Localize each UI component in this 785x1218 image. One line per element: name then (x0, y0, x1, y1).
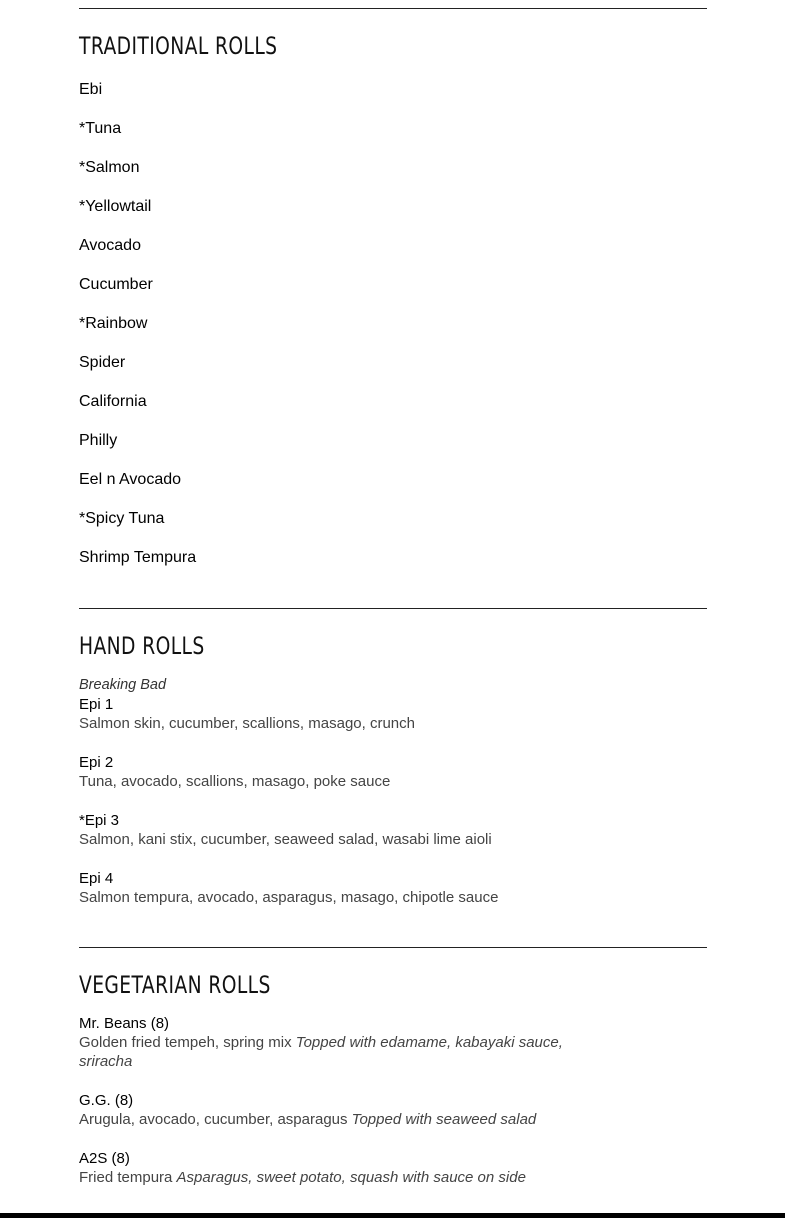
section-title: TRADITIONAL ROLLS (79, 32, 278, 60)
section-title: VEGETARIAN ROLLS (79, 971, 271, 999)
list-item: *Spicy Tuna (79, 510, 165, 527)
list-item (79, 695, 707, 733)
list-item: Spider (79, 354, 126, 371)
list-item (79, 869, 707, 907)
list-item: Ebi (79, 81, 103, 98)
hand-rolls-list (79, 676, 707, 907)
list-item: *Yellowtail (79, 198, 152, 215)
item-topping-note: Asparagus, sweet potato, squash with sauce on side (176, 1169, 526, 1186)
list-item: Shrimp Tempura (79, 549, 197, 566)
vegetarian-rolls-section (79, 948, 707, 1187)
list-item: Avocado (79, 237, 141, 254)
list-item: Eel n Avocado (79, 471, 182, 488)
vegetarian-rolls-list (79, 1014, 609, 1187)
item-name: Epi 2 (79, 754, 114, 771)
item-ingredients: Fried tempura (79, 1169, 177, 1186)
list-item: Cucumber (79, 276, 153, 293)
list-item (79, 1149, 609, 1187)
item-name: Epi 1 (79, 696, 114, 713)
item-ingredients: Arugula, avocado, cucumber, asparagus (79, 1111, 352, 1128)
list-item (79, 1014, 609, 1071)
item-description (79, 1033, 609, 1071)
item-name: Mr. Beans (8) (79, 1015, 170, 1032)
menu-page (79, 0, 707, 1187)
item-description: Salmon, kani stix, cucumber, seaweed salad, wasabi lime aioli (79, 831, 492, 848)
list-item: Philly (79, 432, 118, 449)
traditional-rolls-list (79, 80, 707, 568)
item-topping-note: Topped with seaweed salad (351, 1111, 537, 1128)
list-item (79, 1091, 609, 1129)
item-description (79, 1110, 609, 1129)
list-item: *Rainbow (79, 315, 148, 332)
item-name: A2S (8) (79, 1150, 130, 1167)
item-topping-note: Topped with edamame, kabayaki sauce, sriracha (79, 1034, 563, 1070)
item-description: Salmon skin, cucumber, scallions, masago, crunch (79, 715, 415, 732)
item-description (79, 1168, 609, 1187)
item-description: Salmon tempura, avocado, asparagus, masago, chipotle sauce (79, 889, 499, 906)
list-item (79, 811, 707, 849)
section-tagline: Breaking Bad (79, 677, 167, 693)
item-name: Epi 4 (79, 870, 114, 887)
list-item: California (79, 393, 147, 410)
hand-rolls-section (79, 609, 707, 907)
list-item (79, 753, 707, 791)
item-description: Tuna, avocado, scallions, masago, poke sauce (79, 773, 391, 790)
item-name: G.G. (8) (79, 1092, 134, 1109)
section-title: HAND ROLLS (79, 632, 205, 660)
item-name: *Epi 3 (79, 812, 120, 829)
item-ingredients: Golden fried tempeh, spring mix (79, 1034, 296, 1051)
traditional-rolls-section (79, 9, 707, 568)
bottom-bar (0, 1213, 785, 1218)
list-item: *Tuna (79, 120, 122, 137)
list-item: *Salmon (79, 159, 140, 176)
